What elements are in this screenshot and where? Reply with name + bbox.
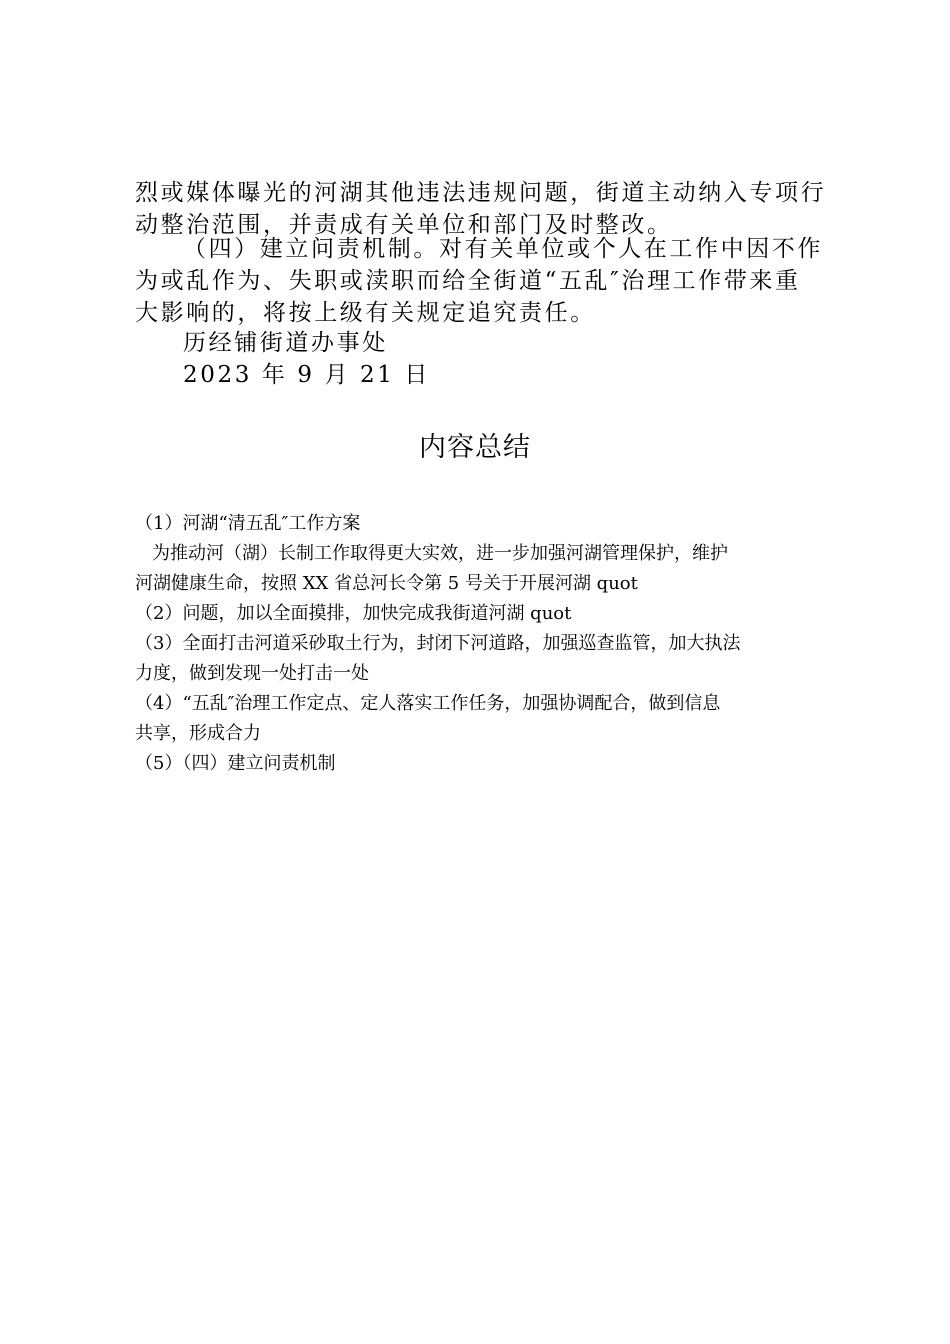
summary-line: 为推动河（湖）长制工作取得更大实效，进一步加强河湖管理保护，维护: [152, 543, 728, 564]
summary-line: （4）“五乱″治理工作定点、定人落实工作任务，加强协调配合，做到信息: [135, 693, 721, 714]
signature-date: 2023 年 9 月 21 日: [183, 362, 430, 388]
body-paragraph-2: [135, 233, 825, 329]
paragraph-line: （四）建立问责机制。对有关单位或个人在工作中因不作: [183, 236, 823, 262]
summary-list: [135, 509, 835, 779]
summary-line: 共享，形成合力: [135, 723, 261, 744]
paragraph-line: 动整治范围，并责成有关单位和部门及时整改。: [135, 212, 673, 238]
paragraph-line: 为或乱作为、失职或渎职而给全街道“五乱″治理工作带来重: [135, 268, 801, 294]
summary-line: （3）全面打击河道采砂取土行为，封闭下河道路，加强巡查监管，加大执法: [135, 633, 741, 654]
paragraph-line: 大影响的，将按上级有关规定追究责任。: [135, 300, 596, 326]
summary-line: （2）问题，加以全面摸排，加快完成我街道河湖 quot: [135, 603, 572, 624]
summary-line: 河湖健康生命，按照 XX 省总河长令第 5 号关于开展河湖 quot: [135, 573, 638, 594]
summary-line: 力度，做到发现一处打击一处: [135, 663, 369, 684]
paragraph-line: 烈或媒体曝光的河湖其他违法违规问题，街道主动纳入专项行: [135, 180, 827, 206]
summary-line: （1）河湖“清五乱″工作方案: [135, 513, 361, 534]
signature-organization: 历经铺街道办事处: [183, 330, 388, 356]
summary-line: （5）（四）建立问责机制: [135, 753, 336, 774]
summary-title: 内容总结: [419, 432, 531, 463]
body-paragraph-1: [135, 177, 825, 241]
